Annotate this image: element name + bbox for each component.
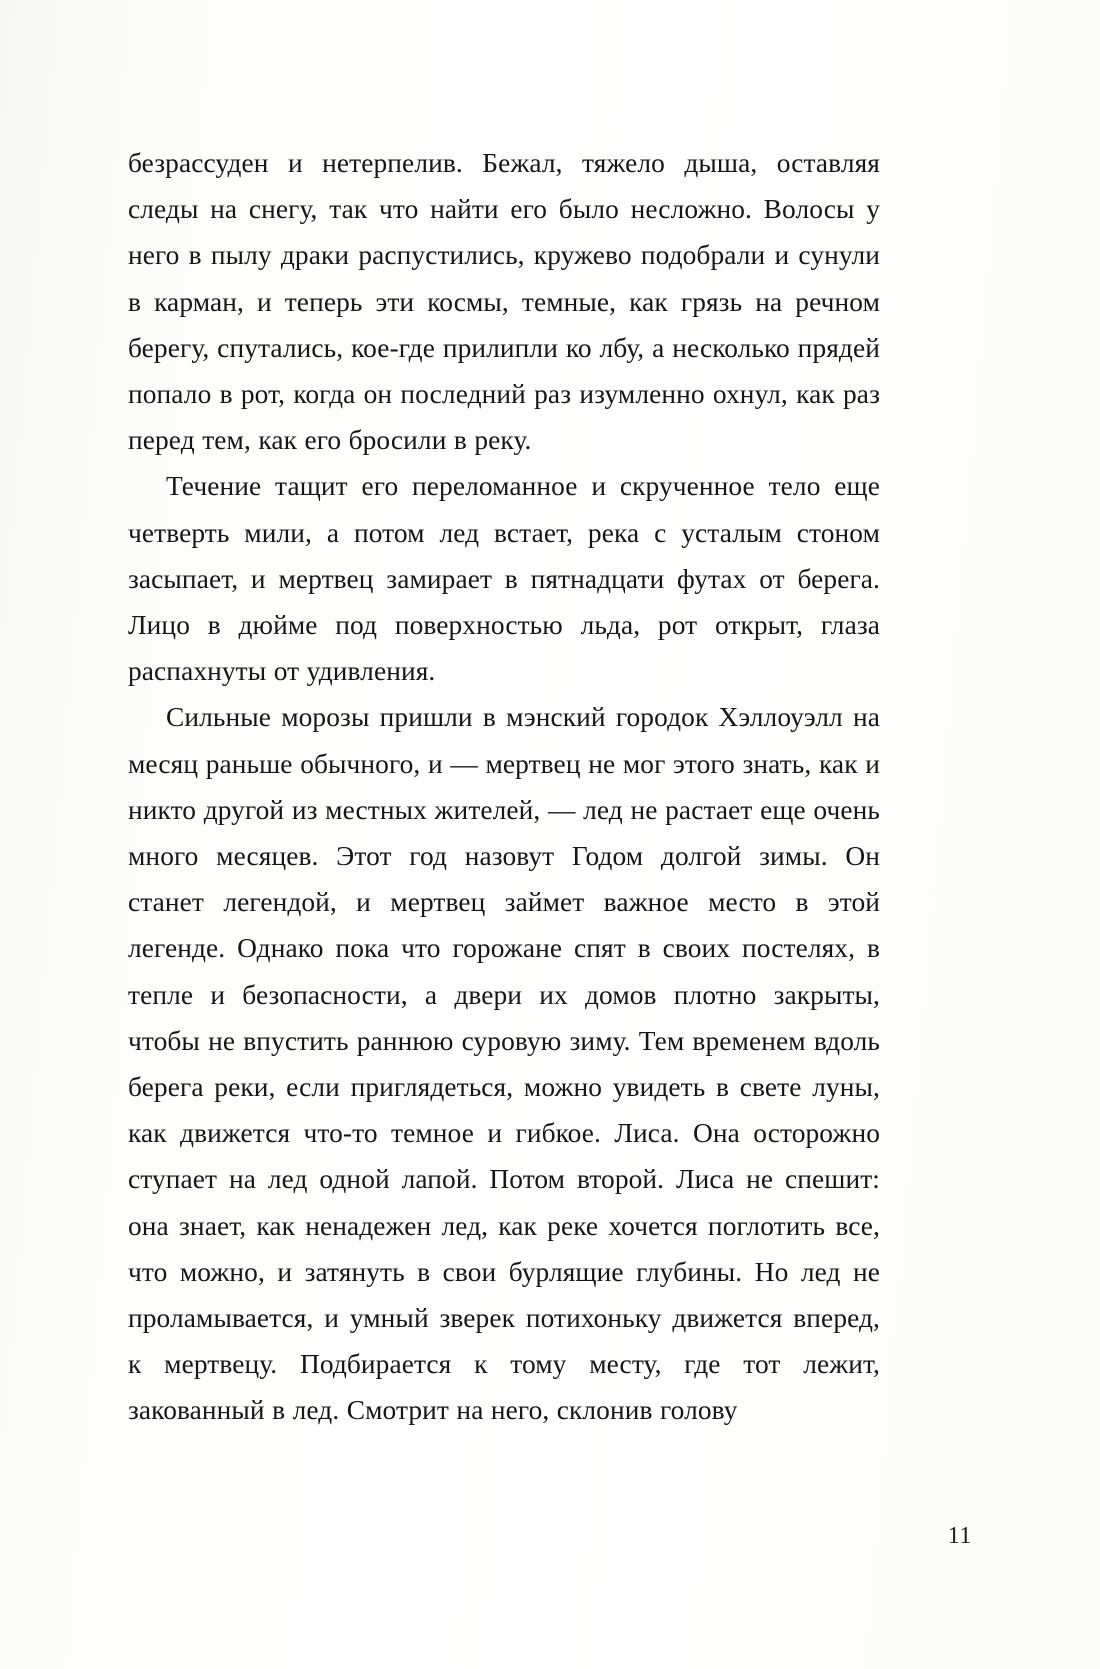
paragraph: Течение тащит его переломанное и скрученное тело еще четверть мили, а потом лед встает, река с усталым стоном засыпает, и мертвец замирает в пятнадцати футах от берега. Лицо в дюйме под поверхностью льда, рот открыт, глаза распахнуты от удивления. <box>128 471 880 687</box>
body-text-block <box>128 140 880 1434</box>
paragraph: Сильные морозы пришли в мэнский городок Хэллоуэлл на месяц раньше обычного, и — мертвец не мог этого знать, как и никто другой из местных жителей, — лед не растает еще очень много месяцев. Этот год назовут Годом долгой зимы. Он станет легендой, и мертвец займет важное место в этой легенде. Однако пока что горожане спят в своих постелях, в тепле и безопасности, а двери их домов плотно закрыты, чтобы не впустить раннюю суровую зиму. Тем временем вдоль берега реки, если приглядеться, можно увидеть в свете луны, как движется что-то темное и гибкое. Лиса. Она осторожно ступает на лед одной лапой. Потом второй. Лиса не спешит: она знает, как ненадежен лед, как реке хочется поглотить все, что можно, и затянуть в свои бурлящие глубины. Но лед не проламывается, и умный зверек потихоньку движется вперед, к мертвецу. Подбирается к тому месту, где тот лежит, закованный в лед. Смотрит на него, склонив голову <box>128 702 880 1426</box>
page-number: 11 <box>947 1523 972 1549</box>
paragraph: безрассуден и нетерпелив. Бежал, тяжело дыша, оставляя следы на снегу, так что найти его было несложно. Волосы у него в пылу драки распустились, кружево подобрали и сунули в карман, и теперь эти космы, темные, как грязь на речном берегу, спутались, кое-где прилипли ко лбу, а несколько прядей попало в рот, когда он последний раз изумленно охнул, как раз перед тем, как его бросили в реку. <box>128 148 880 456</box>
